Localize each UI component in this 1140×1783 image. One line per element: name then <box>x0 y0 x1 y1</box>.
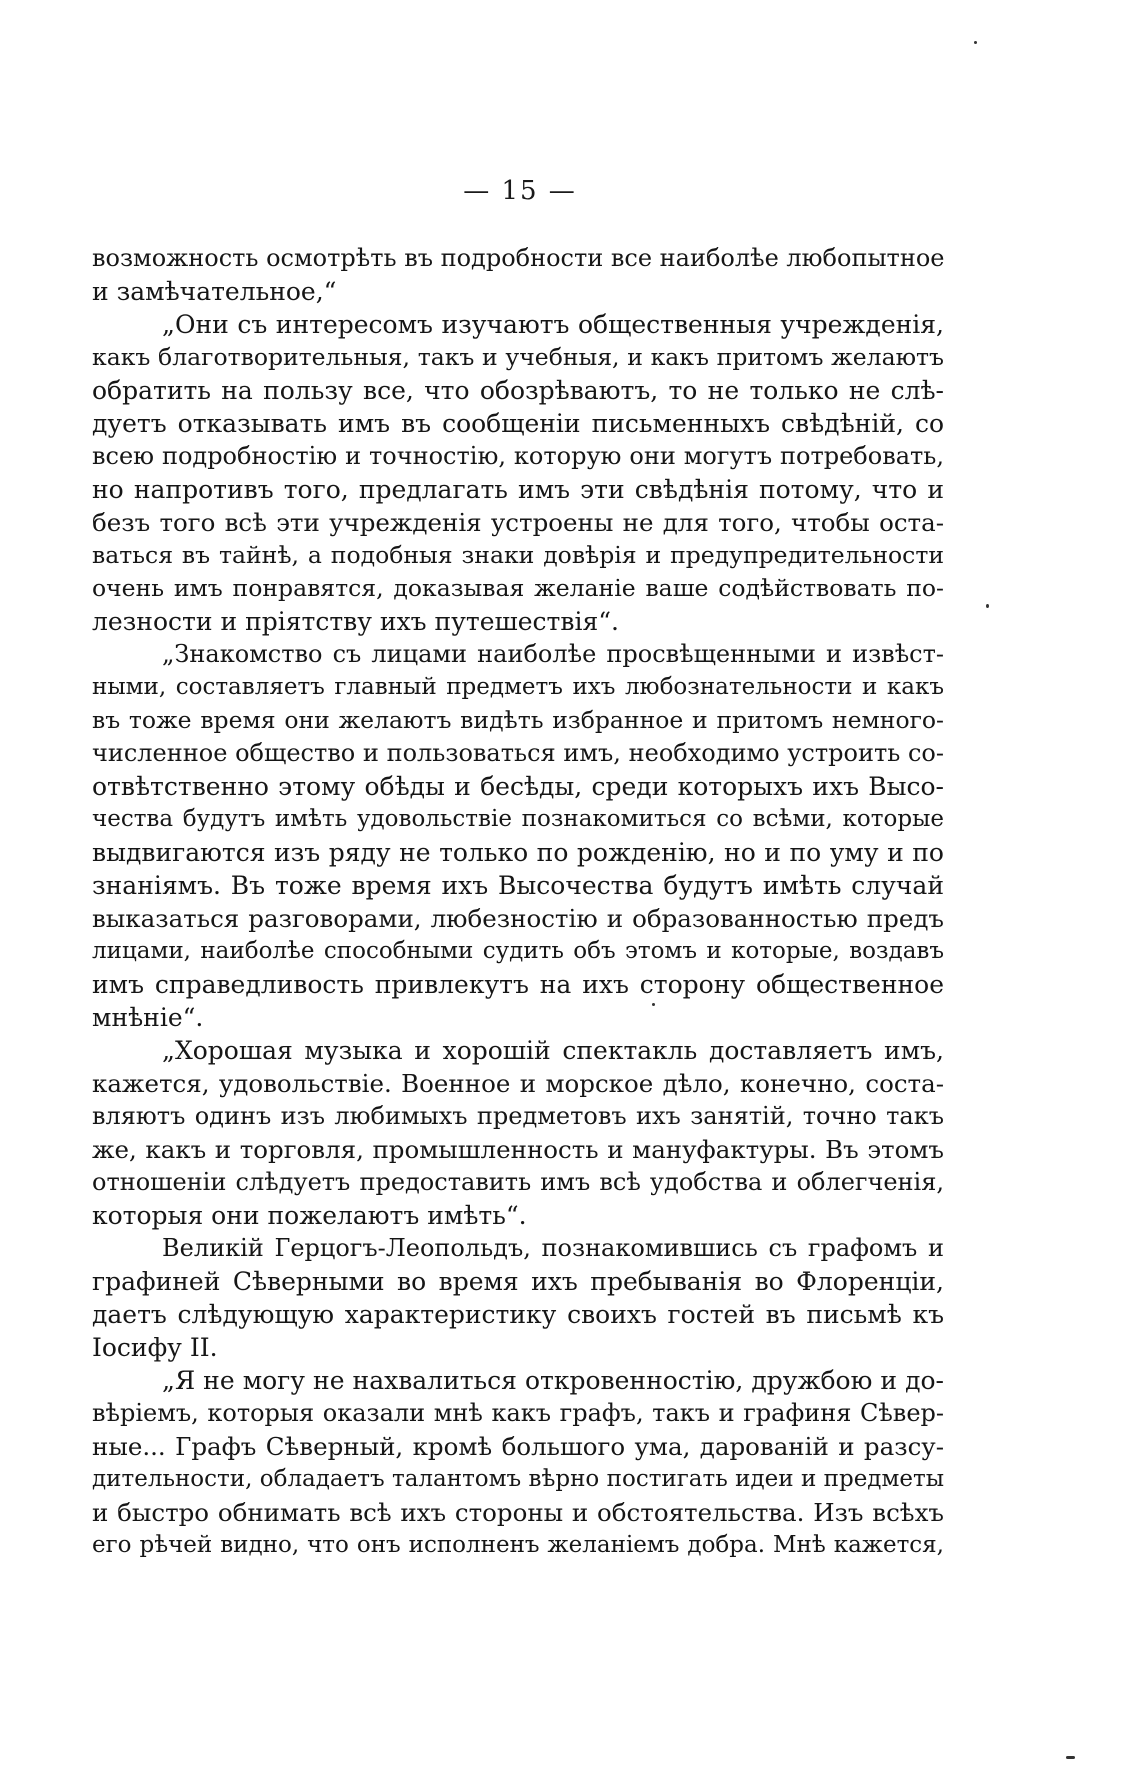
text-line: и быстро обнимать всѣ ихъ стороны и обстоятельства. Изъ всѣхъ <box>92 1498 944 1527</box>
text-line: численное общество и пользоваться имъ, необходимо устроить со- <box>92 739 944 767</box>
body-text <box>92 242 944 1562</box>
text-line: ваться въ тайнѣ, а подобныя знаки довѣрія и предупредительности <box>92 541 944 569</box>
text-line: очень имъ понравятся, доказывая желаніе ваше содѣйствовать по- <box>92 574 944 602</box>
text-line: даетъ слѣдующую характеристику своихъ гостей въ письмѣ къ <box>92 1300 944 1329</box>
text-line: вляютъ одинъ изъ любимыхъ предметовъ ихъ занятій, точно такъ <box>92 1102 944 1130</box>
text-line: знаніямъ. Въ тоже время ихъ Высочества будутъ имѣть случай <box>92 871 944 900</box>
text-line: дительности, обладаетъ талантомъ вѣрно постигать идеи и предметы <box>92 1466 944 1492</box>
text-line: графиней Сѣверными во время ихъ пребыванія во Флоренціи, <box>92 1267 944 1296</box>
text-line: обратить на пользу все, что обозрѣваютъ, то не только не слѣ- <box>92 376 944 405</box>
text-line: ные... Графъ Сѣверный, кромѣ большого ума, дарованій и разсу- <box>92 1432 944 1461</box>
text-line: отношеніи слѣдуетъ предоставить имъ всѣ удобства и облегченія, <box>92 1168 944 1196</box>
text-line: Іосифу II. <box>92 1333 218 1362</box>
text-line: но напротивъ того, предлагать имъ эти свѣдѣнія потому, что и <box>92 475 944 504</box>
text-line: кажется, удовольствіе. Военное и морское дѣло, конечно, соста- <box>92 1069 944 1098</box>
text-line: и замѣчательное,“ <box>92 277 337 306</box>
text-line: которыя они пожелаютъ имѣть“. <box>92 1201 527 1230</box>
text-line: безъ того всѣ эти учрежденія устроены не для того, чтобы оста- <box>92 508 944 537</box>
text-line: отвѣтственно этому обѣды и бесѣды, среди которыхъ ихъ Высо- <box>92 772 944 801</box>
text-line: Великій Герцогъ-Леопольдъ, познакомившись съ графомъ и <box>162 1234 944 1262</box>
text-line: мнѣніе“. <box>92 1003 204 1032</box>
text-line: дуетъ отказывать имъ въ сообщеніи письменныхъ свѣдѣній, со <box>92 409 944 438</box>
text-line: „Они съ интересомъ изучаютъ общественныя учрежденія, <box>162 310 944 339</box>
scan-speck <box>652 1003 655 1006</box>
text-line: ными, составляетъ главный предметъ ихъ любознательности и какъ <box>92 674 944 700</box>
text-line: вѣріемъ, которыя оказали мнѣ какъ графъ, такъ и графиня Сѣвер- <box>92 1399 944 1427</box>
text-line: имъ справедливость привлекутъ на ихъ сторону общественное <box>92 970 944 999</box>
text-line: выказаться разговорами, любезностію и образованностью предъ <box>92 904 944 933</box>
text-line: возможность осмотрѣть въ подробности все наиболѣе любопытное <box>92 244 945 272</box>
text-line: лицами, наиболѣе способными судить объ этомъ и которые, воздавъ <box>92 938 944 964</box>
text-line: лезности и пріятству ихъ путешествія“. <box>92 607 619 636</box>
text-line: выдвигаются изъ ряду не только по рожденію, но и по уму и по <box>92 838 944 867</box>
scan-speck <box>1066 1756 1075 1759</box>
scan-speck <box>974 41 977 44</box>
page-number: — 15 — <box>463 176 577 206</box>
text-line: „Хорошая музыка и хорошій спектакль доставляетъ имъ, <box>162 1036 944 1065</box>
scan-speck <box>986 604 989 608</box>
text-line: въ тоже время они желаютъ видѣть избранное и притомъ немного- <box>92 706 944 734</box>
text-line: „Я не могу не нахвалиться откровенностію, дружбою и до- <box>162 1366 944 1395</box>
text-line: всею подробностію и точностію, которую они могутъ потребовать, <box>92 442 944 470</box>
text-line: какъ благотворительныя, такъ и учебныя, и какъ притомъ желаютъ <box>92 343 944 371</box>
text-line: его рѣчей видно, что онъ исполненъ желаніемъ добра. Мнѣ кажется, <box>92 1532 944 1558</box>
text-line: „Знакомство съ лицами наиболѣе просвѣщенными и извѣст- <box>162 640 944 668</box>
text-line: чества будутъ имѣть удовольствіе познакомиться со всѣми, которые <box>92 806 944 832</box>
text-line: же, какъ и торговля, промышленность и мануфактуры. Въ этомъ <box>92 1135 944 1164</box>
